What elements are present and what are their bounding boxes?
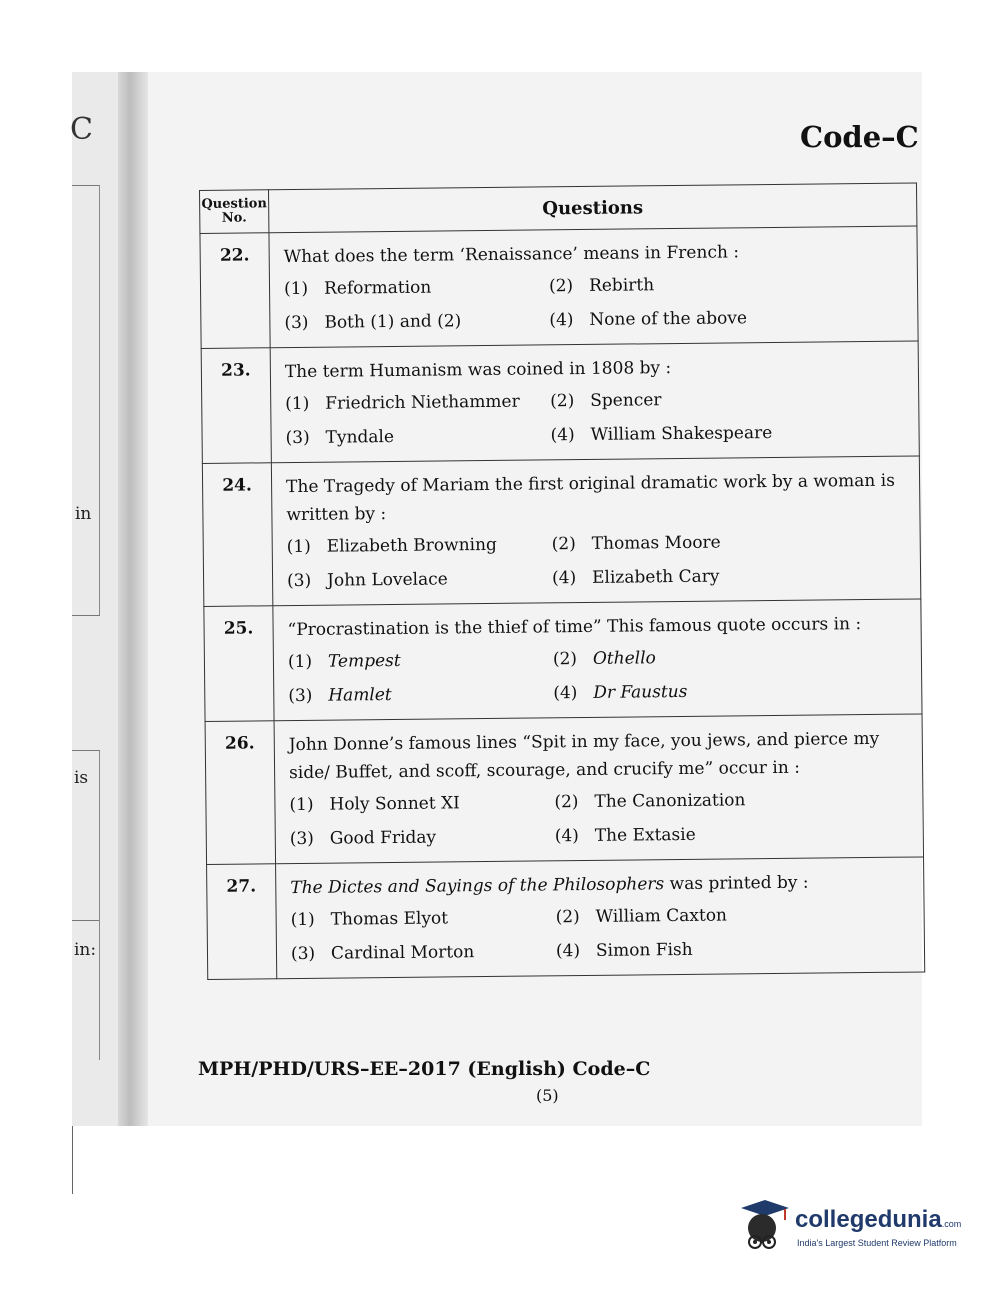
questions-table xyxy=(199,182,925,979)
page-number: (5) xyxy=(536,1086,559,1105)
option-text: William Shakespeare xyxy=(590,423,773,445)
question-row xyxy=(207,857,925,980)
option xyxy=(554,787,916,815)
question-row xyxy=(200,226,918,349)
option-number: (2) xyxy=(550,391,575,412)
option xyxy=(284,308,549,335)
option-text: Othello xyxy=(592,648,656,669)
options-grid xyxy=(289,787,917,852)
option-text: Simon Fish xyxy=(595,939,693,961)
options-grid xyxy=(287,529,915,594)
option xyxy=(284,274,549,301)
option-text: John Lovelace xyxy=(326,569,448,591)
question-number: 24. xyxy=(202,463,272,607)
option-number: (4) xyxy=(554,826,579,847)
option-text: The Extasie xyxy=(594,824,696,846)
option xyxy=(553,678,915,706)
option-number: (3) xyxy=(285,427,310,449)
option xyxy=(555,821,917,849)
option xyxy=(552,563,914,591)
margin-word: is xyxy=(74,768,89,788)
option-text: Tempest xyxy=(327,650,401,672)
option-number: (2) xyxy=(554,792,579,813)
question-no-header: Question No. xyxy=(200,190,269,234)
margin-rule xyxy=(72,750,100,751)
stem-title: The Dictes and Sayings of the Philosophers xyxy=(290,874,665,899)
margin-rule xyxy=(72,615,100,616)
margin-vline xyxy=(99,920,100,1060)
margin-vline xyxy=(99,750,100,920)
option-text: Holy Sonnet XI xyxy=(329,793,460,815)
option-text: Cardinal Morton xyxy=(330,942,475,964)
option-number: (3) xyxy=(290,943,316,965)
option xyxy=(291,939,556,966)
question-row xyxy=(204,599,922,722)
question-stem: “Procrastination is the thief of time” This famous quote occurs in : xyxy=(287,614,862,641)
option xyxy=(552,529,914,557)
option xyxy=(285,423,550,450)
option-text: Dr Faustus xyxy=(593,681,688,703)
option-text: Thomas Elyot xyxy=(330,908,449,930)
page-gutter-shadow xyxy=(118,72,148,1126)
question-body xyxy=(270,341,919,463)
page-code: Code–C xyxy=(800,120,919,154)
option xyxy=(288,647,553,674)
questions-header: Questions xyxy=(269,183,917,233)
option xyxy=(556,902,918,930)
option-text: Reformation xyxy=(323,277,432,299)
option-text: William Caxton xyxy=(595,905,728,927)
option-text: Spencer xyxy=(590,390,662,411)
option-number: (1) xyxy=(290,909,315,931)
option xyxy=(549,305,911,333)
option-number: (1) xyxy=(283,278,309,300)
option xyxy=(553,644,915,672)
question-row xyxy=(205,714,923,865)
option-text: Friedrich Niethammer xyxy=(325,391,520,414)
option-text: Elizabeth Cary xyxy=(591,566,720,588)
question-body xyxy=(276,857,925,979)
option xyxy=(285,389,550,416)
question-body xyxy=(273,599,922,721)
question-body xyxy=(269,226,918,348)
brand-name-text: collegedunia xyxy=(795,1206,942,1233)
option xyxy=(556,936,918,964)
question-stem xyxy=(290,868,917,903)
option-text: None of the above xyxy=(589,308,748,330)
question-number: 26. xyxy=(205,721,275,865)
question-stem: What does the term ‘Renaissance’ means in French : xyxy=(283,242,740,268)
option-text: Hamlet xyxy=(328,685,392,706)
brand-suffix: .com xyxy=(941,1219,962,1229)
question-body xyxy=(271,456,920,606)
option-number: (1) xyxy=(285,393,310,415)
collegedunia-logo xyxy=(735,1198,965,1258)
options-grid xyxy=(288,644,916,709)
option-number: (1) xyxy=(289,794,314,816)
option-text: Both (1) and (2) xyxy=(324,311,462,333)
options-grid xyxy=(291,902,919,967)
question-number: 22. xyxy=(200,233,270,349)
scan-edge-line xyxy=(72,1126,73,1194)
margin-vline xyxy=(99,185,100,615)
options-grid xyxy=(285,386,913,451)
option-number: (3) xyxy=(284,312,309,334)
question-number: 27. xyxy=(207,864,277,980)
option-text: Thomas Moore xyxy=(591,532,721,554)
option-number: (4) xyxy=(551,568,577,589)
option-text: The Canonization xyxy=(594,790,746,812)
option-text: Rebirth xyxy=(588,275,655,296)
question-number: 25. xyxy=(204,606,274,722)
option-number: (1) xyxy=(287,651,313,673)
question-stem: John Donne’s famous lines “Spit in my face, you jews, and pierce my side/ Buffet, and scoff, scourage, and crucify me” occur in : xyxy=(288,728,880,784)
question-stem: The term Humanism was coined in 1808 by : xyxy=(284,358,672,383)
option xyxy=(290,824,555,851)
option-text: Elizabeth Browning xyxy=(326,534,497,557)
question-body xyxy=(274,714,923,864)
margin-letter: C xyxy=(70,112,93,147)
margin-word: in: xyxy=(74,940,97,960)
question-number: 23. xyxy=(201,348,271,464)
option-text: Good Friday xyxy=(329,827,437,849)
option-number: (2) xyxy=(555,907,580,928)
option-text: Tyndale xyxy=(325,426,395,448)
margin-rule xyxy=(72,920,100,921)
option-number: (3) xyxy=(289,828,314,850)
option-number: (4) xyxy=(549,310,574,331)
option xyxy=(550,420,912,448)
option-number: (4) xyxy=(553,683,578,704)
option xyxy=(287,532,552,559)
margin-rule xyxy=(72,185,100,186)
option-number: (4) xyxy=(555,941,581,962)
options-grid xyxy=(284,271,912,336)
question-row xyxy=(202,456,920,607)
table-header-row xyxy=(200,183,917,234)
question-row xyxy=(201,341,919,464)
option-number: (2) xyxy=(548,276,574,297)
option xyxy=(289,790,554,817)
option-number: (2) xyxy=(552,649,578,670)
option-number: (3) xyxy=(288,685,313,707)
option xyxy=(288,681,553,708)
stem-rest: was printed by : xyxy=(664,872,809,895)
option xyxy=(287,566,552,593)
option-number: (1) xyxy=(286,536,311,558)
question-stem: The Tragedy of Mariam the first original dramatic work by a woman is written by : xyxy=(286,470,895,526)
mascot-icon xyxy=(735,1198,793,1258)
brand-tagline: India's Largest Student Review Platform xyxy=(797,1238,957,1248)
option-number: (2) xyxy=(551,534,576,555)
option-number: (4) xyxy=(550,425,575,446)
option xyxy=(550,386,912,414)
exam-footer: MPH/PHD/URS–EE–2017 (English) Code–C xyxy=(198,1058,651,1080)
brand-name xyxy=(795,1206,961,1234)
margin-word: in xyxy=(75,504,92,524)
option xyxy=(291,905,556,932)
option-number: (3) xyxy=(286,570,312,592)
option xyxy=(549,271,911,299)
